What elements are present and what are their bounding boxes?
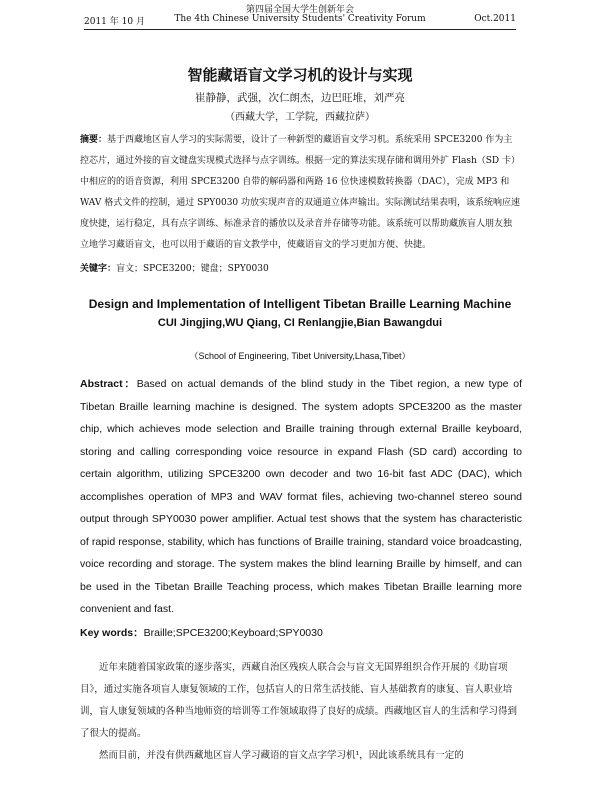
chinese-keywords-label: 关键字： — [80, 264, 117, 274]
header-forum: The 4th Chinese University Students' Creativity Forum — [174, 14, 426, 24]
chinese-abstract — [80, 130, 520, 256]
header-conference: 第四届全国大学生创新年会 — [245, 5, 354, 15]
english-keywords-label: Key words： — [80, 627, 144, 639]
english-title: Design and Implementation of Intelligent Tibetan Braille Learning Machine — [88, 297, 512, 311]
header-rule — [84, 29, 516, 30]
header-date-right: Oct.2011 — [474, 14, 516, 24]
chinese-keywords — [80, 261, 520, 274]
chinese-authors: 崔静静，武强，次仁朗杰，边巴旺堆，刘严亮 — [195, 92, 405, 104]
header-date-left: 2011 年 10 月 — [84, 17, 145, 27]
english-abstract — [80, 373, 522, 621]
english-affiliation: （School of Engineering, Tibet University,Lhasa,Tibet） — [189, 351, 411, 361]
body-paragraph: 然而目前，并没有供西藏地区盲人学习藏语的盲文点字学习机¹，因此该系统具有一定的 — [99, 750, 464, 761]
chinese-title: 智能藏语盲文学习机的设计与实现 — [187, 66, 413, 84]
chinese-affiliation: （西藏大学，工学院，西藏拉萨） — [225, 112, 375, 123]
english-abstract-text: Based on actual demands of the blind study in the Tibet region, a new type of Tibetan Braille learning machine is designed. The system adopts SPCE3200 as the master chip, which achieves mode selection and Braille training through external Braille keyboard, storing and calling corresponding voice resource in expand Flash (SD card) according to certain algorithm, utilizing SPCE3200 own decoder and two 16-bit fast ADC (DAC), which accomplishes operation of MP3 and WAV format files, achieving two-channel stereo sound output through SPY0030 power amplifier. Actual test shows that the system has characteristic of rapid response, stability, which has functions of Braille training, standard voice broadcasting, voice recording and storage. The system makes the blind learning Braille by himself, and can be used in the Tibetan Braille Teaching process, which makes Tibetan Braille learning more convenient and fast. — [80, 378, 522, 615]
chinese-keywords-text: 盲文；SPCE3200；键盘；SPY0030 — [116, 264, 269, 274]
english-authors: CUI Jingjing,WU Qiang, CI Renlangjie,Bian Bawangdui — [157, 317, 443, 329]
body-paragraph: 近年来随着国家政策的逐步落实，西藏自治区残疾人联合会与盲文无国界组织合作开展的《助盲项目》，通过实施各项盲人康复领域的工作，包括盲人的日常生活技能、盲人基础教育的康复、盲人职业培训，盲人康复领域的各种当地师资的培训等工作领域取得了良好的成绩。西藏地区盲人的生活和学习得到了很大的提高。 — [80, 662, 518, 739]
english-keywords-text: Braille;SPCE3200;Keyboard;SPY0030 — [143, 627, 323, 639]
body-text — [80, 657, 520, 767]
chinese-abstract-text: 基于西藏地区盲人学习的实际需要，设计了一种新型的藏语盲文学习机。系统采用 SPCE3200 作为主控芯片，通过外接的盲文键盘实现模式选择与点字训练。根据一定的算法实现存储和调用外扩 Flash（SD 卡）中相应的的语音资源，利用 SPCE3200 自带的解码器和两路 16 位快速模数转换器（DAC），完成 MP3 和 WAV 格式文件的控制，通过 SPY0030 功放实现声音的双通道立体声输出。实际测试结果表明，该系统响应速度快捷，运行稳定，具有点字训练、标准录音的播放以及录音并存储等功能。该系统可以帮助藏族盲人朋友独立地学习藏语盲文，也可以用于藏语的盲文教学中，使藏语盲文的学习更加方便、快捷。 — [80, 135, 521, 250]
chinese-abstract-label: 摘要： — [80, 135, 108, 145]
english-keywords — [80, 625, 520, 640]
english-abstract-label: Abstract： — [80, 378, 137, 390]
